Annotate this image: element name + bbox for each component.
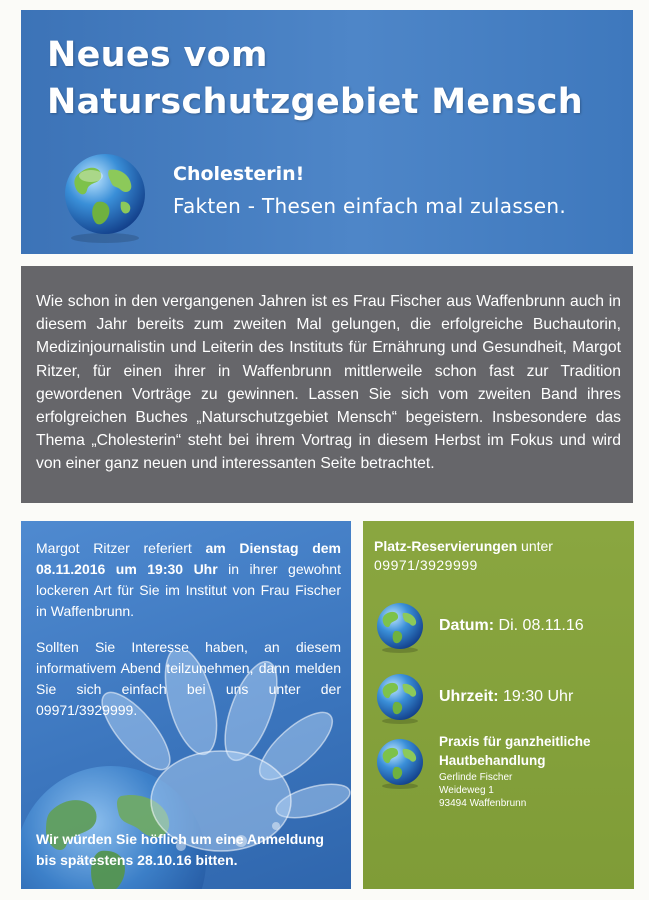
globe-icon [371, 737, 429, 789]
registration-text: Sollten Sie Interesse haben, an diesem informativem Abend teilzunehmen, dann melden Sie sich einfach bei uns unter der 09971/3929999. [36, 639, 341, 718]
globe-icon [51, 150, 159, 244]
date-value: Di. 08.11.16 [494, 617, 584, 634]
intro-block [21, 266, 633, 503]
registration-deadline: Wir würden Sie höflich um eine Anmeldung bis spätestens 28.10.16 bitten. [36, 831, 324, 868]
announcement-text-1: Margot Ritzer referiert [36, 540, 206, 556]
time-label: Uhrzeit: [439, 688, 499, 705]
reservation-label [374, 538, 553, 554]
page-title [47, 32, 583, 126]
announcement-date: am Dienstag dem 08.11.2016 um 19:30 Uhr [36, 540, 341, 577]
location-address [439, 771, 526, 810]
header-banner [21, 10, 633, 254]
reservation-title: Platz-Reservierungen [374, 538, 518, 554]
subtitle: Fakten - Thesen einfach mal zulassen. [173, 194, 566, 218]
announcement-text-2: in ihrer gewohnt lockeren Art für Sie im Institut von Frau Fischer in Waffenbrunn. [36, 561, 341, 619]
event-announcement [36, 538, 341, 622]
reservation-suffix: unter [517, 538, 553, 554]
event-time [439, 688, 573, 706]
event-date [439, 617, 584, 635]
address-street: Weideweg 1 [439, 785, 494, 796]
address-city: 93494 Waffenbrunn [439, 798, 527, 809]
globe-icon [371, 672, 429, 724]
intro-text: Wie schon in den vergangenen Jahren ist es Frau Fischer aus Waffenbrunn auch in diesem Jahr bereits zum zweiten Mal gelungen, die erfolgreiche Buchautorin, Medizinjournalistin und Leiterin des Instituts für Ernährung und Gesundheit, Margot Ritzer, für einen ihrer in Waffenbrunn mittlerweile schon fast zur Tradition gewordenen Vorträge zu gewinnen. Lassen Sie sich vom zweiten Band ihres erfolgreichen Buches „Naturschutzgebiet Mensch“ begeistern. Insbesondere das Thema „Cholesterin“ steht bei ihrem Vortrag in diesem Herbst im Fokus und wird von einer ganz neuen und interessanten Seite betrachtet. [36, 293, 621, 473]
event-info-block [21, 521, 351, 889]
address-name: Gerlinde Fischer [439, 772, 513, 783]
title-line-2: Naturschutzgebiet Mensch [47, 82, 584, 122]
time-value: 19:30 Uhr [498, 688, 574, 705]
details-block [363, 521, 634, 889]
date-label: Datum: [439, 617, 495, 634]
location-name [439, 732, 629, 770]
location-line-2: Hautbehandlung [439, 753, 546, 768]
title-line-1: Neues vom [47, 35, 268, 75]
reservation-phone: 09971/3929999 [374, 557, 478, 573]
globe-icon [371, 601, 429, 653]
location-line-1: Praxis für ganzheitliche [439, 734, 591, 749]
subtitle-bold: Cholesterin! [173, 163, 305, 185]
